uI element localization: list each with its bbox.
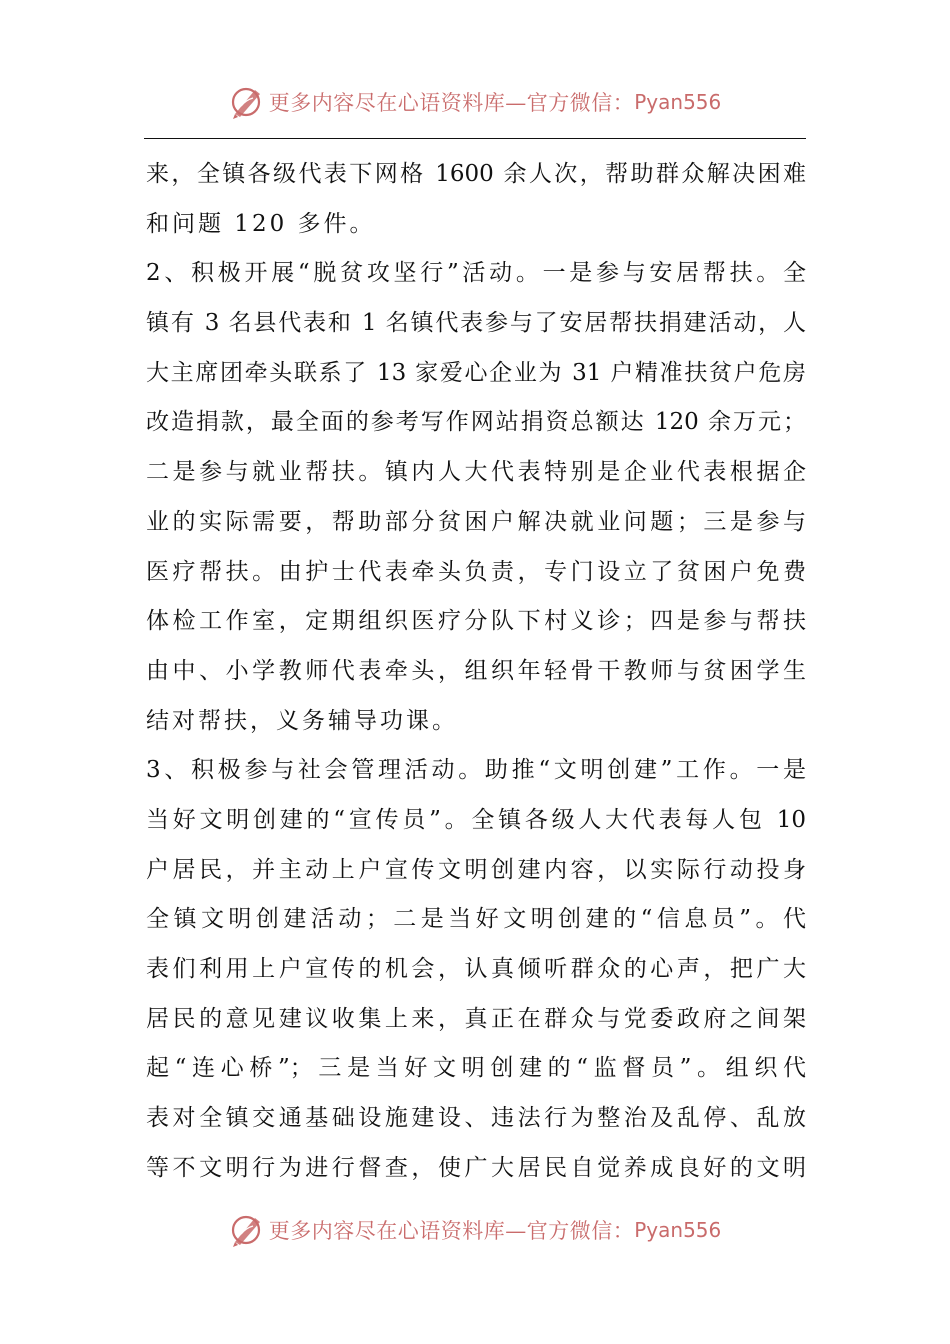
body-line: 居民的意见建议收集上来，真正在群众与党委政府之间架	[146, 1005, 806, 1032]
body-line: 当好文明创建的“宣传员”。全镇各级人大代表每人包 10	[146, 806, 806, 833]
footer-banner	[0, 1208, 950, 1252]
pen-logo-icon	[229, 84, 265, 120]
body-line: 来，全镇各级代表下网格 1600 余人次，帮助群众解决困难	[146, 161, 806, 187]
header-site-text: 更多内容尽在心语资料库—	[268, 91, 527, 115]
body-line: 等不文明行为进行督查，使广大居民自觉养成良好的文明	[146, 1154, 806, 1181]
body-line: 起“连心桥”；三是当好文明创建的“监督员”。组织代	[146, 1055, 806, 1082]
body-line: 镇有 3 名县代表和 1 名镇代表参与了安居帮扶捐建活动，人	[146, 310, 806, 337]
footer-site-text: 更多内容尽在心语资料库—	[268, 1219, 527, 1243]
body-line: 医疗帮扶。由护士代表牵头负责，专门设立了贫困户免费	[146, 558, 806, 585]
header-wechat-id: Pyan556	[634, 90, 722, 114]
header-divider	[144, 138, 806, 139]
body-line: 由中、小学教师代表牵头，组织年轻骨干教师与贫困学生	[146, 657, 806, 684]
footer-wechat-id: Pyan556	[634, 1218, 722, 1242]
body-line: 结对帮扶，义务辅导功课。	[146, 707, 458, 734]
header-banner	[0, 80, 950, 124]
body-line: 3、积极参与社会管理活动。助推“文明创建”工作。一是	[146, 757, 806, 784]
body-line: 大主席团牵头联系了 13 家爱心企业为 31 户精准扶贫户危房	[146, 359, 806, 386]
body-line: 和问题 120 多件。	[146, 210, 376, 237]
body-line: 户居民，并主动上户宣传文明创建内容，以实际行动投身	[146, 856, 806, 883]
pen-logo-icon	[229, 1212, 265, 1248]
body-line: 业的实际需要，帮助部分贫困户解决就业问题；三是参与	[146, 508, 806, 535]
body-line: 表们利用上户宣传的机会，认真倾听群众的心声，把广大	[146, 956, 806, 982]
body-line: 二是参与就业帮扶。镇内人大代表特别是企业代表根据企	[146, 459, 806, 486]
document-body	[146, 150, 806, 1193]
body-line: 体检工作室，定期组织医疗分队下村义诊；四是参与帮扶	[146, 608, 806, 635]
footer-wechat-label: 官方微信：	[526, 1219, 635, 1243]
body-line: 全镇文明创建活动；二是当好文明创建的“信息员”。代	[146, 906, 806, 933]
body-line: 改造捐款，最全面的参考写作网站捐资总额达 120 余万元；	[146, 409, 806, 436]
body-line: 表对全镇交通基础设施建设、违法行为整治及乱停、乱放	[146, 1105, 806, 1132]
body-line: 2、积极开展“脱贫攻坚行”活动。一是参与安居帮扶。全	[146, 260, 806, 287]
header-wechat-label: 官方微信：	[526, 91, 635, 115]
